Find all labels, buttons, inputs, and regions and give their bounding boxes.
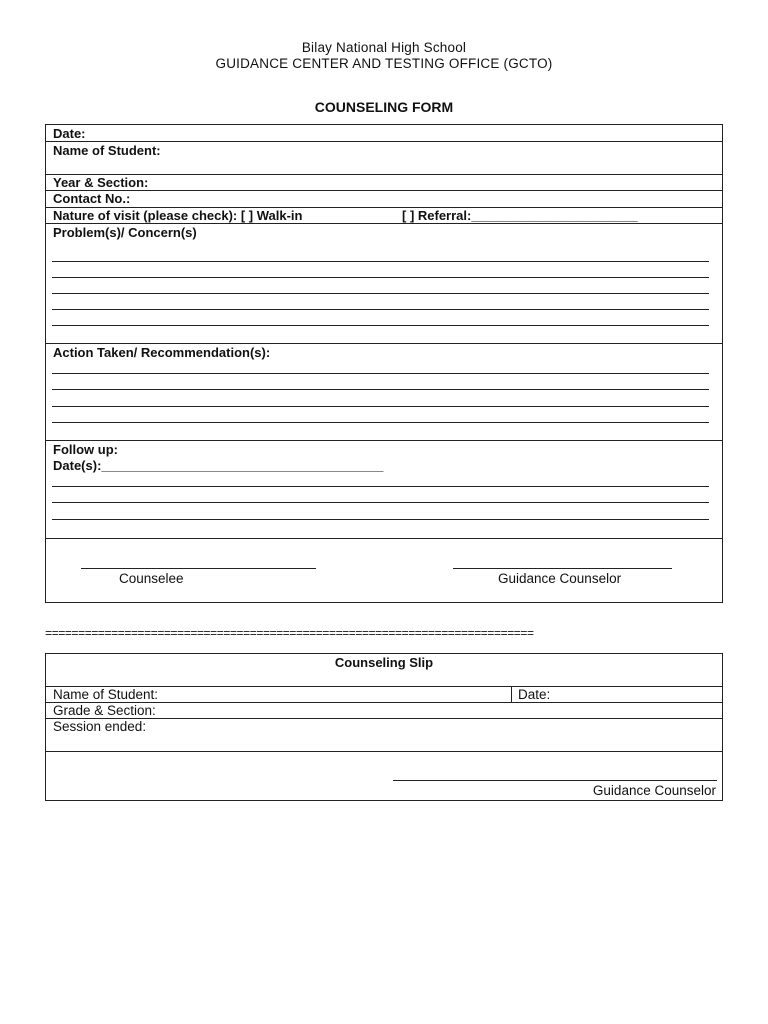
- slip-session-row[interactable]: [46, 719, 722, 752]
- followup-section[interactable]: [46, 441, 722, 539]
- contact-label: Contact No.:: [53, 191, 131, 206]
- visit-walkin-label[interactable]: Nature of visit (please check): [ ] Walk-in: [53, 208, 303, 223]
- action-section[interactable]: [46, 344, 722, 441]
- followup-label: Follow up:: [53, 442, 118, 457]
- writing-line: [52, 519, 709, 520]
- slip-grade-label: Grade & Section:: [53, 703, 156, 718]
- writing-line: [52, 486, 709, 487]
- counselee-label: Counselee: [119, 571, 184, 586]
- visit-referral-label[interactable]: [ ] Referral:_______________________: [402, 208, 638, 223]
- year-section-row[interactable]: [46, 175, 722, 191]
- slip-name-row[interactable]: [46, 687, 722, 703]
- writing-line: [52, 261, 709, 262]
- action-label: Action Taken/ Recommendation(s):: [53, 345, 271, 360]
- writing-line: [52, 325, 709, 326]
- slip-title-row: [46, 654, 722, 687]
- slip-name-label: Name of Student:: [53, 687, 159, 702]
- problem-section[interactable]: [46, 224, 722, 344]
- slip-grade-row[interactable]: [46, 703, 722, 719]
- problem-label: Problem(s)/ Concern(s): [53, 225, 197, 240]
- writing-line: [52, 373, 709, 374]
- slip-session-label: Session ended:: [53, 719, 147, 734]
- counseling-slip: [45, 653, 723, 801]
- student-name-label: Name of Student:: [53, 143, 161, 158]
- visit-row[interactable]: [46, 208, 722, 224]
- contact-row[interactable]: [46, 191, 722, 208]
- followup-dates-label: Date(s):_______________________________________: [53, 458, 384, 473]
- form-title: COUNSELING FORM: [314, 99, 454, 115]
- writing-line: [52, 309, 709, 310]
- counselee-signature-line[interactable]: [81, 568, 316, 569]
- date-label: Date:: [53, 126, 86, 141]
- counselor-label: Guidance Counselor: [498, 571, 622, 586]
- slip-counselor-signature-line[interactable]: [393, 780, 717, 781]
- counseling-form: [45, 124, 723, 603]
- slip-signature-section: [46, 752, 722, 801]
- writing-line: [52, 502, 709, 503]
- school-name: Bilay National High School: [301, 40, 467, 55]
- year-section-label: Year & Section:: [53, 175, 149, 190]
- office-name: GUIDANCE CENTER AND TESTING OFFICE (GCTO): [215, 56, 553, 71]
- student-name-row[interactable]: [46, 142, 722, 175]
- cell-divider: [511, 687, 512, 702]
- writing-line: [52, 406, 709, 407]
- separator-line: ==========================================================================: [45, 627, 534, 641]
- slip-date-label: Date:: [518, 687, 551, 702]
- writing-line: [52, 277, 709, 278]
- slip-counselor-label: Guidance Counselor: [592, 783, 716, 798]
- writing-line: [52, 389, 709, 390]
- counselor-signature-line[interactable]: [453, 568, 672, 569]
- signature-section: [46, 539, 722, 603]
- writing-line: [52, 293, 709, 294]
- writing-line: [52, 422, 709, 423]
- slip-title: Counseling Slip: [334, 655, 434, 670]
- date-row[interactable]: [46, 125, 722, 142]
